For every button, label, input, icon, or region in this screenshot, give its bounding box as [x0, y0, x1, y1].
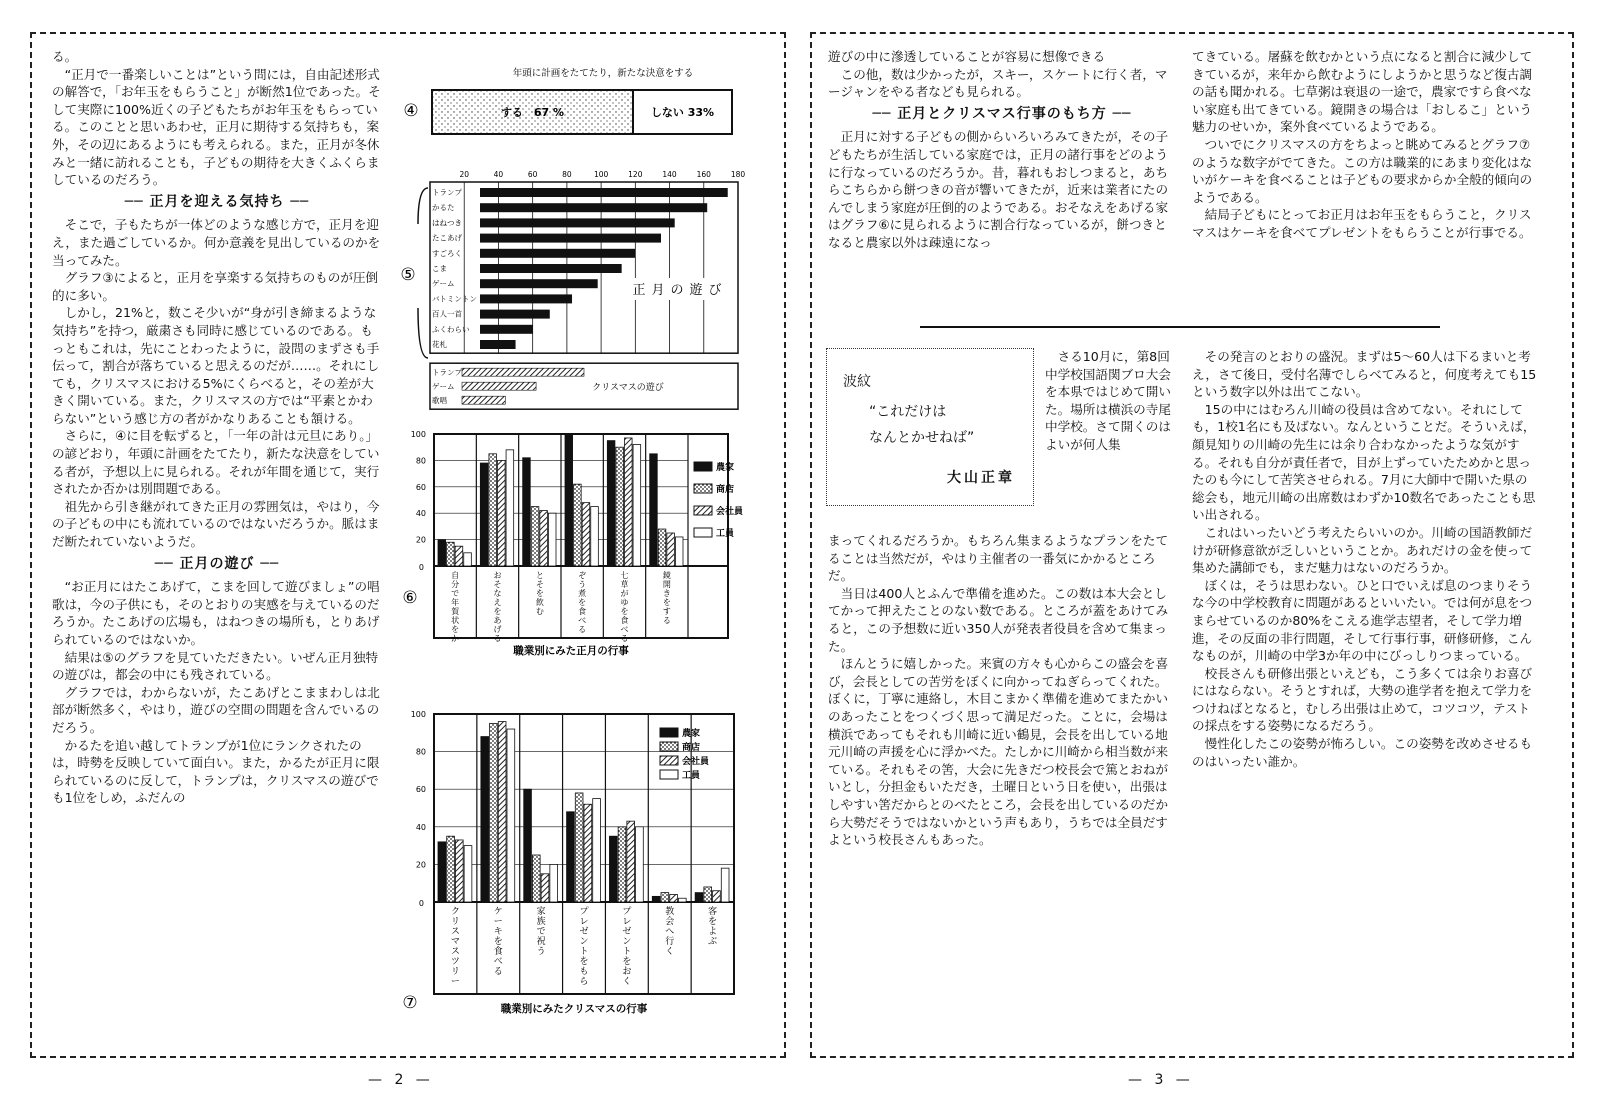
- paragraph: “正月で一番楽しいことは”という問には，自由記述形式の解答で，「お年玉をもらうこと」が断然1位であった。そして実際に100%近くの子どもたちがお年玉をもらっている。このことと思いあわせ，正月に期待する気持ちも，案外，その辺にあるようにも考えられる。また，正月が冬休みと一緒に訪れることも，子どもの期待を大きくふくらましているのだろう。: [52, 66, 381, 188]
- category-label: 自分で年賀状をか: [451, 571, 460, 643]
- category-label: 家族で祝う: [536, 907, 546, 957]
- right-column-c: [828, 532, 1176, 849]
- category-label: ふくわらい: [432, 324, 470, 334]
- category-label: かるた: [432, 203, 455, 213]
- figure-number: ⑥: [402, 588, 418, 608]
- tick-label: 120: [628, 170, 643, 179]
- tick-label: 60: [415, 482, 426, 492]
- bar-ふくわらい: [480, 325, 533, 334]
- tick-label: 60: [415, 785, 426, 795]
- group-label: 正月の遊び: [632, 283, 728, 298]
- paragraph: 祖先から引き継がれてきた正月の雰囲気は，やはり，今の子どもの中にも流れているのではないだろうか。脈はまだ断たれていないようだ。: [52, 498, 380, 550]
- group-label: クリスマスの遊び: [592, 383, 664, 394]
- bar-商店: [618, 827, 626, 902]
- bar-工員: [464, 846, 472, 902]
- column-title-box: [826, 348, 1034, 506]
- category-label: 七草がゆを食べる: [620, 571, 629, 643]
- category-label: 歌唱: [432, 396, 447, 406]
- bar-商店: [661, 893, 669, 902]
- page-number: — 2 —: [368, 1072, 434, 1088]
- bar-会社員: [498, 460, 506, 566]
- legend-label: 農家: [716, 463, 735, 473]
- tick-label: 20: [415, 860, 426, 870]
- data-label: しない 33%: [650, 106, 715, 119]
- bar-商店: [447, 542, 455, 566]
- category-label: すごろく: [432, 248, 462, 258]
- bar-商店: [532, 855, 540, 902]
- paragraph: ぼくは，そうは思わない。ひと口でいえば息のつまりそうな今の中学校教育に問題があるといいたい。では何が息をつまらせているのか80%をこえる進学志望者，そして学力増進，その反面の非行問題，そして行事行事，研修研修，こんなものが，川崎の中学3か年の中にびっしりつまっている。: [1192, 577, 1533, 664]
- bar-農家: [567, 812, 575, 902]
- legend-label: 会社員: [682, 757, 710, 767]
- bar-農家: [695, 893, 703, 902]
- section-heading: ── 正月とクリスマス行事のもち方 ──: [872, 105, 1132, 122]
- bar-工員: [464, 553, 472, 566]
- bar-こま: [480, 264, 622, 273]
- legend-swatch: [694, 484, 712, 493]
- bar-商店: [704, 887, 712, 902]
- paragraph: 当日は400人とふんで準備を進めた。この数は本大会としてかって押えたことのない数である。ところが蓋をあけてみると，この予想数に近い350人が発表者役員を含めて集まった。: [828, 585, 1169, 654]
- legend-swatch: [694, 528, 712, 537]
- category-label: ゲーム: [432, 382, 455, 392]
- paragraph: そこで，子もたちが一体どのような感じ方で，正月を迎え，また過ごしているか。何か意義を見出しているのかを当ってみた。: [52, 217, 381, 268]
- tick-label: 80: [415, 456, 426, 466]
- bar-ゲーム: [462, 382, 536, 390]
- legend-label: 商店: [716, 485, 735, 495]
- paragraph: ついでにクリスマスの方をちよっと眺めてみるとグラフ⑦のような数字がでてきた。この方は職業的にあまり変化はないがケーキを食べることは子どもの要求からか全般的傾向のようである。: [1192, 136, 1533, 205]
- tick-label: 0: [418, 563, 424, 572]
- section-heading: ── 正月の遊び ──: [154, 555, 280, 572]
- category-label: 教会へ行く: [665, 907, 675, 957]
- bar-かるた: [480, 203, 707, 212]
- bar-会社員: [627, 821, 635, 902]
- category-label: おそなえをあげる: [493, 571, 502, 643]
- paragraph: 正月に対する子どもの側からいろいろみてきたが，その子どもたちが生活している家庭では，正月の諸行事をどのように行なっているのだろうか。昔，暮れもおしつまると，あちらこちらから餅つきの音が響いてきたが，近来は業者にたのんでしまう家庭が圧倒的のようである。おそなえをあげる家はグラフ⑥に見られるように割合行なっているが，餅つきとなると農家以外は疎遠になっ: [828, 129, 1169, 250]
- figure-number: ⑤: [400, 265, 416, 285]
- bar-商店: [658, 529, 666, 566]
- bar-商店: [616, 447, 624, 566]
- bar-商店: [489, 454, 497, 566]
- category-label: トランプ: [432, 368, 462, 378]
- category-label: 百人一首: [432, 309, 462, 319]
- paragraph: 遊びの中に滲透していることが容易に想像できる: [828, 49, 1106, 64]
- bar-農家: [481, 737, 489, 902]
- category-label: プレゼントをもら: [579, 907, 589, 987]
- bar-商店: [490, 723, 498, 902]
- paragraph: 校長さんも研修出張といえども，こう多くては余りお喜びにはならない。そうとすれば，大勢の進学者を抱えて学力をつけねばとなると，むしろ出張は止めて，コツコツ，テストの採点をする姿勢になるだろう。: [1192, 665, 1533, 734]
- chart-fig7: [398, 702, 743, 1022]
- bar-バトミントン: [480, 294, 572, 303]
- chart-fig5: [398, 168, 746, 420]
- paragraph: さる10月に，第8回中学校国語関ブロ大会を本県ではじめて開いた。場所は横浜の寺尾中学校。さて開くのはよいが何人集: [1045, 349, 1171, 452]
- bar-工員: [678, 898, 686, 902]
- paragraph: 結果は⑤のグラフを見ていただきたい。いぜん正月独特の遊びは，都会の中にも残されている。: [52, 649, 379, 683]
- tick-label: 40: [415, 822, 426, 832]
- legend-label: 商店: [682, 743, 701, 753]
- right-column-d: [1192, 348, 1540, 770]
- chart-fig4: [398, 62, 743, 137]
- bar-工員: [591, 507, 599, 566]
- tick-label: 100: [593, 170, 609, 179]
- bar-会社員: [670, 894, 678, 902]
- bar-すごろく: [480, 249, 635, 258]
- bar-工員: [507, 729, 515, 902]
- paragraph: その発言のとおりの盛況。まずは5～60人は下るまいと考え，さて後日，受付名薄でしらべてみると，何度考えても15という数字以外は出てこない。: [1192, 349, 1537, 400]
- bar-農家: [609, 836, 617, 902]
- paragraph: かるたを追い越してトランプが1位にランクされたのは，時勢を反映していて面白い。また，かるたが正月に限られているのに反して，トランプは，クリスマスの遊びでも1位をしめ，ふだんの: [52, 737, 380, 806]
- tick-label: 140: [662, 170, 677, 179]
- bar-会社員: [540, 511, 548, 566]
- bar-歌唱: [462, 396, 505, 404]
- legend-swatch: [694, 506, 712, 515]
- section-heading: ── 正月を迎える気持ち ──: [124, 193, 310, 210]
- category-label: ゲーム: [432, 279, 455, 289]
- bar-農家: [480, 463, 488, 566]
- paragraph: これはいったいどう考えたらいいのか。川崎の国語教師だけが研修意欲が乏しいということか。あれだけの金を使って集めた講師でも，まだ魅力はないのだろうか。: [1192, 524, 1533, 576]
- column-title: “これだけは なんとかせねば”: [869, 404, 975, 446]
- bar-農家: [565, 434, 573, 566]
- legend-label: 工員: [716, 529, 735, 539]
- bar-農家: [523, 458, 531, 566]
- bar-会社員: [582, 503, 590, 566]
- legend-swatch: [660, 728, 678, 737]
- paragraph: 15の中にはむろん川崎の役員は含めてない。それにしても，1校1名にも及ばない。なんということだ。そういえば，顔見知りの川崎の先生には余り合わなかったような気がする。それも自分が責任者で，目が上ずっていたためかと思ったのも今にして苦笑させられる。7月に大師中で開いた県の総会も，地元川崎の出席数はわずか10数名であったことも思い出される。: [1192, 401, 1536, 523]
- bar-会社員: [498, 722, 506, 902]
- bar-会社員: [584, 804, 592, 902]
- category-label: トランプ: [432, 188, 462, 197]
- category-label: 花札: [432, 340, 447, 349]
- bar-工員: [636, 827, 644, 902]
- bar-たこあげ: [480, 234, 661, 243]
- tick-label: 100: [410, 430, 426, 439]
- bar-農家: [524, 789, 532, 902]
- tick-label: 80: [415, 747, 426, 757]
- left-text-column: [52, 48, 382, 807]
- chart-title: 職業別にみた正月の行事: [513, 645, 629, 657]
- paragraph: 結局子どもにとってお正月はお年玉をもらうこと，クリスマスはケーキを食べてプレゼントをもらうことが行事でる。: [1192, 207, 1532, 240]
- category-label: こま: [432, 264, 447, 273]
- legend-label: 工員: [682, 771, 701, 781]
- category-label: 鏡開きをする: [662, 571, 671, 625]
- paragraph: 慢性化したこの姿勢が怖ろしい。この姿勢を改めさせるものはいったい誰か。: [1192, 736, 1533, 769]
- category-label: バトミントン: [432, 294, 477, 304]
- category-label: はねつき: [432, 218, 462, 228]
- bar-百人一首: [480, 310, 550, 319]
- tick-label: 180: [730, 170, 746, 179]
- tick-label: 160: [696, 170, 711, 179]
- figure-number: ④: [403, 101, 419, 121]
- bar-会社員: [455, 840, 463, 902]
- bar-工員: [675, 537, 683, 566]
- paragraph: “お正月にはたこあげて，こまを回して遊びましょ”の唱歌は，今の子供にも，そのとおりの実感を与えているのだろうか。たこあげの広場も，はねつきの場所も，とりあげられているのではないか。: [52, 579, 380, 647]
- paragraph: てきている。屠蘇を飲むかという点になると割合に減少してきているが，来年から飲むようにしようかと思うなど復古調の話も聞かれる。七草粥は衰退の一途で，農家ですら食べない家庭も出てきている。鏡開きの場合は「おしるこ」という魅力のせいか，案外食べているようである。: [1192, 49, 1533, 135]
- bar-会社員: [455, 546, 463, 566]
- bar-ゲーム: [480, 279, 598, 288]
- category-label: ぞう煮を食べる: [578, 571, 587, 634]
- tick-label: 20: [459, 170, 469, 179]
- bar-花札: [480, 340, 516, 349]
- category-label: たこあげ: [432, 233, 462, 243]
- legend-label: 会社員: [716, 507, 744, 517]
- bar-工員: [633, 445, 641, 566]
- tick-label: 0: [418, 899, 424, 908]
- tick-label: 20: [415, 535, 426, 545]
- legend-swatch: [694, 462, 712, 471]
- bar-農家: [652, 896, 660, 902]
- bar-工員: [550, 864, 558, 902]
- category-label: ケーキを食べる: [493, 907, 503, 977]
- category-label: 客をよぶ: [708, 907, 718, 947]
- bar-トランプ: [462, 368, 584, 376]
- chart-title: 年頭に計画をたてたり，新たな決意をする: [512, 68, 694, 79]
- paragraph: この他，数は少かったが，スキー，スケートに行く者，マージャンをやる者なども見られる。: [828, 66, 1168, 100]
- tick-label: 40: [493, 170, 504, 179]
- bar-農家: [438, 842, 446, 902]
- right-column-b: [1192, 48, 1540, 242]
- legend-swatch: [660, 742, 678, 751]
- category-label: とそを飲む: [535, 571, 544, 616]
- tick-label: 100: [410, 710, 426, 719]
- bar-トランプ: [480, 188, 728, 197]
- bar-工員: [593, 799, 601, 902]
- bar-商店: [447, 836, 455, 902]
- figure-number: ⑦: [402, 993, 418, 1013]
- bar-農家: [650, 454, 658, 566]
- bar-はねつき: [480, 218, 675, 227]
- category-label: プレゼントをおく: [622, 907, 632, 987]
- bar-会社員: [541, 874, 549, 902]
- bar-商店: [575, 793, 583, 902]
- legend-swatch: [660, 770, 678, 779]
- paragraph: グラフでは，わからないが，たこあげとこままわしは北部が断然多く，やはり，遊びの空間の問題を含んでいるのだろう。: [52, 684, 380, 735]
- bar-会社員: [667, 533, 675, 566]
- chart-fig6: [398, 428, 743, 660]
- tick-label: 80: [562, 170, 572, 179]
- section-divider: [920, 326, 1440, 328]
- bar-農家: [607, 441, 615, 566]
- paragraph: グラフ③によると，正月を享楽する気持ちのものが圧倒的に多い。: [52, 270, 379, 303]
- chart-title: 職業別にみたクリスマスの行事: [500, 1003, 648, 1015]
- bar-商店: [531, 507, 539, 566]
- bar-会社員: [625, 438, 633, 566]
- paragraph: さらに，④に目を転ずると，「一年の計は元旦にあり。」の諺どおり，年頭に計画をたてたり，新たな決意をしている者が，予想以上に見られる。それが年間を通じて，実行されたか否かは別問題である。: [52, 428, 380, 497]
- tick-label: 60: [527, 170, 538, 179]
- bar-工員: [506, 450, 514, 566]
- paragraph: まってくれるだろうか。もちろん集まるようなプランをたてることは当然だが，やはり主催者の一番気にかかるところだ。: [828, 533, 1169, 584]
- bar-農家: [438, 540, 446, 566]
- bar-工員: [721, 868, 729, 902]
- data-label: する 67 %: [500, 106, 565, 119]
- column-label: 波紋: [843, 374, 871, 390]
- legend-label: 農家: [682, 729, 701, 739]
- right-column-a: [828, 48, 1176, 252]
- paragraph: る。: [52, 49, 78, 64]
- column-author: 大山正章: [947, 470, 1015, 486]
- bar-会社員: [713, 891, 721, 902]
- legend-swatch: [660, 756, 678, 765]
- paragraph: しかし，21%と，数こそ少いが“身が引き締まるような気持ち”を持つ，厳粛さも同時に感じているのである。もっともこれは，先にことわったように，設問のまずさも手伝って，割合が落ちていると思えるのだが……。それにしても，クリスマスにおける5%にくらべると，その差が大きく開いている。また，クリスマスの方では“平素とかわらない”という感じ方の者がかなりあることも頷ける。: [52, 305, 380, 426]
- bar-商店: [574, 484, 582, 566]
- category-label: クリスマスツリー: [450, 907, 460, 987]
- right-column-c-narrow: [1045, 348, 1173, 454]
- paragraph: ほんとうに嬉しかった。来賓の方々も心からこの盛会を喜び，会長としての苦労をぼくに向かってねぎらってくれた。ぼくに，丁寧に連絡し，木目こまかく準備を進めてまたかいのあったことをつくづく思って満足だった。ことに，会場は横浜であってもそれも川崎に近い鶴見，会長を出している地元川崎の声援を心に浮かべた。たしかに川崎から相当数が来ている。それもその筈，大会に先きだつ校長会で篤とおねがいとし，分担金もいただき，土曜日という日を使い，出張はしやすい筈だからとのべたところ，会長を出しているのだから大勢だそうではないかという声もあり，うちでは全員だすよという校長さんもあった。: [828, 656, 1169, 848]
- bar-工員: [548, 513, 556, 566]
- page-number: — 3 —: [1128, 1072, 1194, 1088]
- bracket: [418, 188, 428, 358]
- tick-label: 40: [415, 509, 426, 519]
